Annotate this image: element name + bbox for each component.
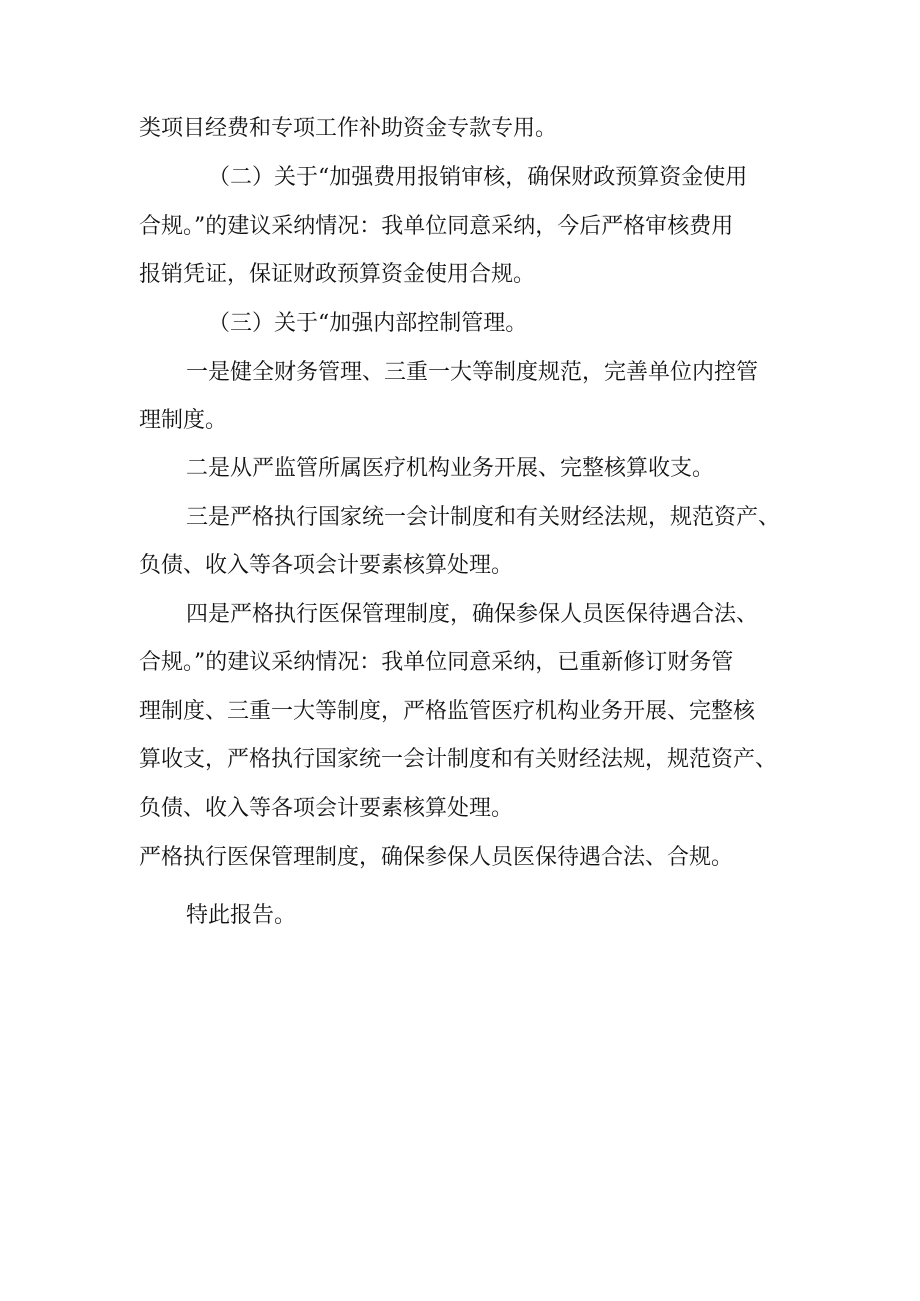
paragraph-line: 理制度、三重一大等制度，严格监管医疗机构业务开展、完整核	[139, 699, 756, 724]
paragraph-line: 负债、收入等各项会计要素核算处理。	[139, 796, 514, 821]
paragraph-line: 合规。”的建议采纳情况：我单位同意采纳，今后严格审核费用	[139, 214, 734, 239]
paragraph-line: 算收支，严格执行国家统一会计制度和有关财经法规，规范资产、	[139, 747, 778, 772]
paragraph-line: 合规。”的建议采纳情况：我单位同意采纳，已重新修订财务管	[139, 650, 734, 675]
paragraph-line: 严格执行医保管理制度，确保参保人员医保待遇合法、合规。	[139, 845, 734, 870]
paragraph-line: 一是健全财务管理、三重一大等制度规范，完善单位内控管	[186, 360, 759, 385]
paragraph-line: 类项目经费和专项工作补助资金专款专用。	[139, 116, 558, 141]
paragraph-line: 报销凭证，保证财政预算资金使用合规。	[139, 262, 536, 287]
section-heading-3: （三）关于“加强内部控制管理。	[208, 311, 528, 336]
paragraph-line: 四是严格执行医保管理制度，确保参保人员医保待遇合法、	[186, 602, 759, 627]
section-heading-2: （二）关于“加强费用报销审核，确保财政预算资金使用	[208, 165, 748, 190]
paragraph-line: 负债、收入等各项会计要素核算处理。	[139, 553, 514, 578]
paragraph-line: 二是从严监管所属医疗机构业务开展、完整核算收支。	[186, 456, 715, 481]
paragraph-line: 理制度。	[139, 408, 228, 433]
closing-line: 特此报告。	[186, 903, 297, 928]
paragraph-line: 三是严格执行国家统一会计制度和有关财经法规，规范资产、	[186, 505, 781, 530]
